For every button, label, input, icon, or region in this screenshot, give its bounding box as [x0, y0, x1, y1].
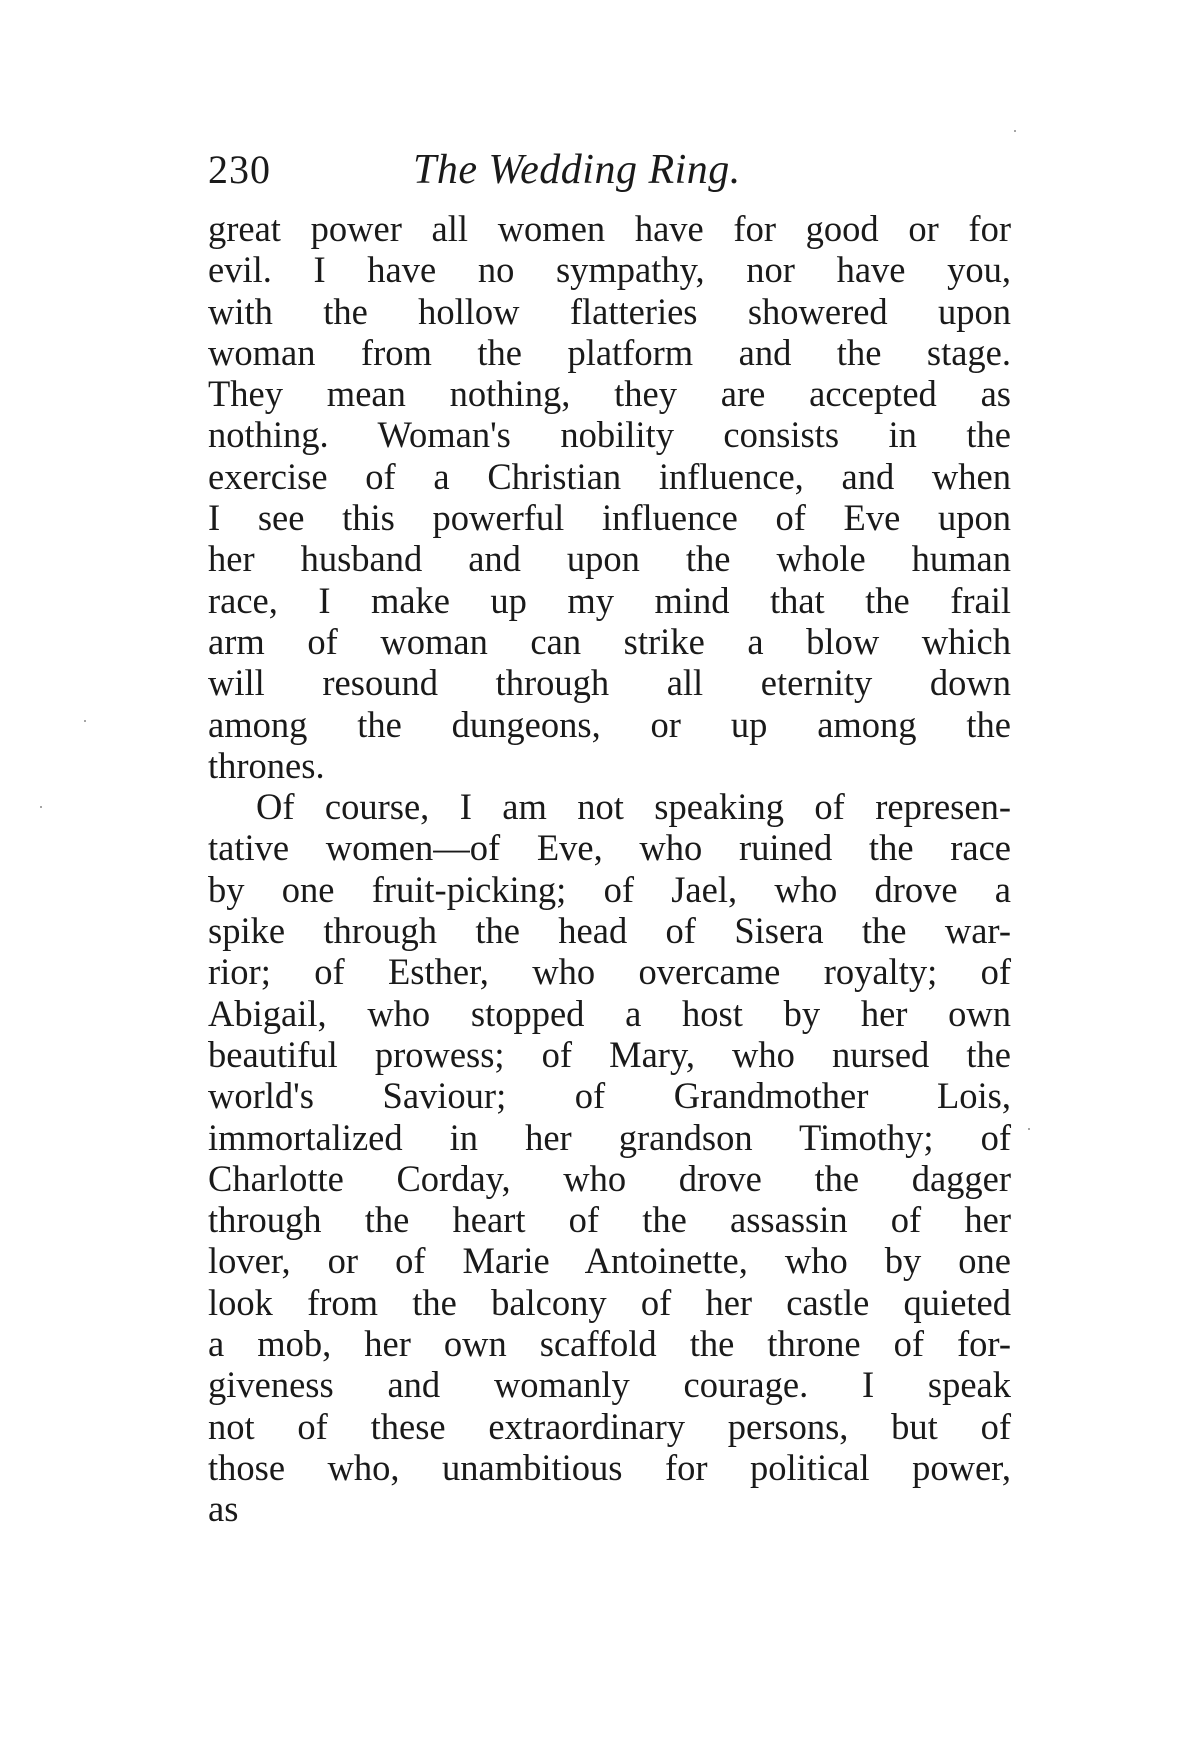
body-text: [208, 208, 1011, 1530]
text-line: her husband and upon the whole human: [208, 538, 1011, 580]
text-line: not of these extraordinary persons, but of: [208, 1405, 1011, 1447]
text-line: tative women—of Eve, who ruined the race: [208, 827, 1011, 869]
scan-speck: [1028, 1128, 1030, 1130]
text-line: woman from the platform and the stage.: [208, 331, 1011, 373]
scan-speck: [84, 720, 86, 722]
text-line: world's Saviour; of Grandmother Lois,: [208, 1075, 1011, 1117]
text-line: by one fruit-picking; of Jael, who drove a: [208, 868, 1011, 910]
text-line: spike through the head of Sisera the war-: [208, 910, 1011, 952]
text-line: will resound through all eternity down: [208, 662, 1011, 704]
text-line: beautiful prowess; of Mary, who nursed the: [208, 1033, 1011, 1075]
text-line: lover, or of Marie Antoinette, who by one: [208, 1240, 1011, 1282]
text-line: among the dungeons, or up among the: [208, 703, 1011, 745]
text-line: They mean nothing, they are accepted as: [208, 373, 1011, 415]
page-number: 230: [208, 147, 271, 192]
text-line: nothing. Woman's nobility consists in the: [208, 414, 1011, 456]
scan-speck: [1014, 130, 1016, 132]
text-line: arm of woman can strike a blow which: [208, 620, 1011, 662]
text-line: exercise of a Christian influence, and when: [208, 455, 1011, 497]
text-line: evil. I have no sympathy, nor have you,: [208, 249, 1011, 291]
text-line: Abigail, who stopped a host by her own: [208, 992, 1011, 1034]
text-line: through the heart of the assassin of her: [208, 1199, 1011, 1241]
scan-speck: [40, 806, 42, 808]
text-line: race, I make up my mind that the frail: [208, 579, 1011, 621]
text-line: rior; of Esther, who overcame royalty; of: [208, 951, 1011, 993]
text-line: those who, unambitious for political power,: [208, 1446, 1011, 1488]
text-line: with the hollow flatteries showered upon: [208, 290, 1011, 332]
text-line: I see this powerful influence of Eve upon: [208, 497, 1011, 539]
text-line: Charlotte Corday, who drove the dagger: [208, 1157, 1011, 1199]
text-line: a mob, her own scaffold the throne of for-: [208, 1323, 1011, 1365]
text-line: look from the balcony of her castle quieted: [208, 1281, 1011, 1323]
running-title: The Wedding Ring.: [413, 147, 741, 193]
text-line: giveness and womanly courage. I speak: [208, 1364, 1011, 1406]
text-line: thrones.: [208, 744, 325, 786]
text-line: great power all women have for good or for: [208, 208, 1011, 249]
text-line: as: [208, 1488, 239, 1530]
text-line: Of course, I am not speaking of represen-: [256, 786, 1011, 828]
page-header: [208, 146, 838, 206]
text-line: immortalized in her grandson Timothy; of: [208, 1116, 1011, 1158]
